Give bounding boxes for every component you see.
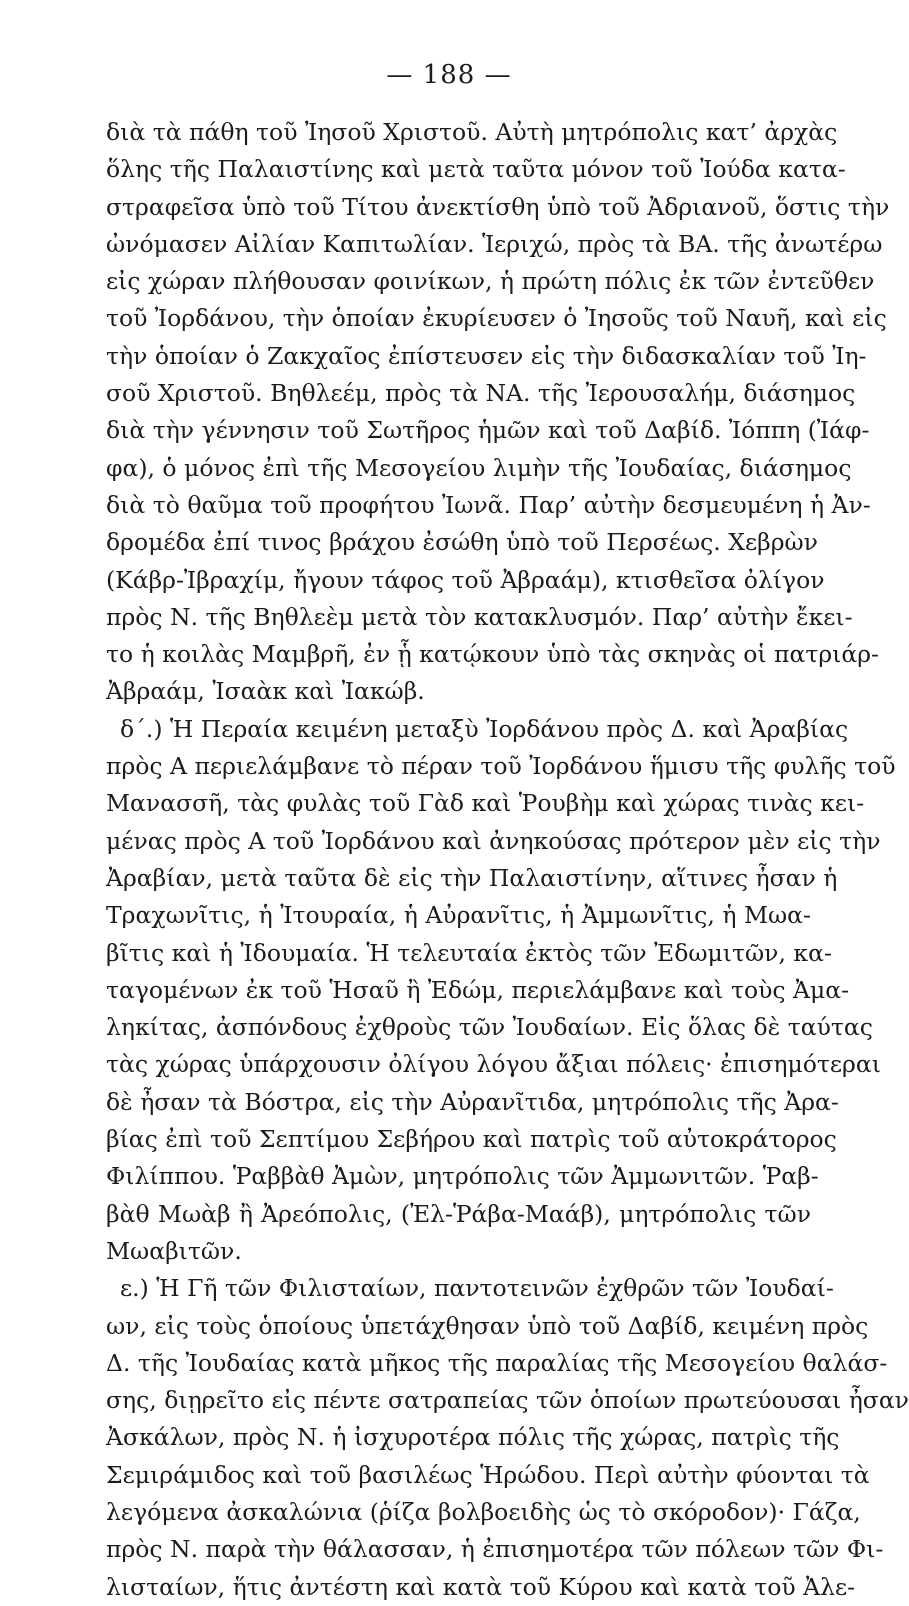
- text-line: ληκίτας, ἀσπόνδους ἐχθροὺς τῶν Ἰουδαίων. Εἰς ὅλας δὲ ταύτας: [106, 1013, 873, 1042]
- text-line: δὲ ἦσαν τὰ Βόστρα, εἰς τὴν Αὐρανῖτιδα, μητρόπολις τῆς Ἀρα-: [106, 1087, 839, 1116]
- text-line: φα), ὁ μόνος ἐπὶ τῆς Μεσογείου λιμὴν τῆς Ἰουδαίας, διάσημος: [106, 453, 852, 482]
- text-line: δρομέδα ἐπί τινος βράχου ἐσώθη ὑπὸ τοῦ Περσέως. Χεβρὼν: [106, 528, 818, 557]
- text-line: διὰ τὸ θαῦμα τοῦ προφήτου Ἰωνᾶ. Παρ’ αὐτὴν δεσμευμένη ἡ Ἀν-: [106, 490, 871, 519]
- text-line: πρὸς Ν. τῆς Βηθλεὲμ μετὰ τὸν κατακλυσμόν. Παρ’ αὐτὴν ἔκει-: [106, 602, 853, 631]
- text-line: βὰθ Μωὰβ ἢ Ἀρεόπολις, (Ἐλ-Ῥάβα-Μαάβ), μητρόπολις τῶν: [106, 1199, 811, 1228]
- text-line: εἰς χώραν πλήθουσαν φοινίκων, ἡ πρώτη πόλις ἐκ τῶν ἐντεῦθεν: [106, 267, 875, 296]
- text-line: ων, εἰς τοὺς ὁποίους ὑπετάχθησαν ὑπὸ τοῦ Δαβίδ, κειμένη πρὸς: [106, 1311, 869, 1340]
- text-line: ε.) Ἡ Γῆ τῶν Φιλισταίων, παντοτεινῶν ἐχθρῶν τῶν Ἰουδαί-: [120, 1274, 834, 1303]
- text-line: το ἡ κοιλὰς Μαμβρῆ, ἐν ᾗ κατῴκουν ὑπὸ τὰς σκηνὰς οἱ πατριάρ-: [106, 640, 879, 669]
- text-line: στραφεῖσα ὑπὸ τοῦ Τίτου ἀνεκτίσθη ὑπὸ τοῦ Ἀδριανοῦ, ὅστις τὴν: [106, 192, 890, 221]
- text-line: Φιλίππου. Ῥαββὰθ Ἀμὼν, μητρόπολις τῶν Ἀμμωνιτῶν. Ῥαβ-: [106, 1162, 819, 1191]
- text-line: διὰ τὴν γέννησιν τοῦ Σωτῆρος ἡμῶν καὶ τοῦ Δαβίδ. Ἰόππη (Ἰάφ-: [106, 416, 870, 445]
- text-line: ταγομένων ἐκ τοῦ Ἡσαῦ ἢ Ἐδώμ, περιελάμβανε καὶ τοὺς Ἀμα-: [106, 975, 850, 1004]
- text-line: Ἀβραάμ, Ἰσαὰκ καὶ Ἰακώβ.: [106, 677, 425, 706]
- text-line: Μωαβιτῶν.: [106, 1236, 242, 1265]
- text-line: λισταίων, ἥτις ἀντέστη καὶ κατὰ τοῦ Κύρου καὶ κατὰ τοῦ Ἀλε-: [106, 1572, 856, 1601]
- text-line: Ἀσκάλων, πρὸς Ν. ἡ ἰσχυροτέρα πόλις τῆς χώρας, πατρὶς τῆς: [106, 1423, 840, 1452]
- text-line: ὅλης τῆς Παλαιστίνης καὶ μετὰ ταῦτα μόνον τοῦ Ἰούδα κατα-: [106, 155, 846, 184]
- text-line: βῖτις καὶ ἡ Ἰδουμαία. Ἡ τελευταία ἐκτὸς τῶν Ἐδωμιτῶν, κα-: [106, 938, 832, 967]
- text-line: τὴν ὁποίαν ὁ Ζακχαῖος ἐπίστευσεν εἰς τὴν διδασκαλίαν τοῦ Ἰη-: [106, 341, 867, 370]
- text-line: διὰ τὰ πάθη τοῦ Ἰησοῦ Χριστοῦ. Αὐτὴ μητρόπολις κατ’ ἀρχὰς: [106, 118, 838, 146]
- text-line: πρὸς Α περιελάμβανε τὸ πέραν τοῦ Ἰορδάνου ἥμισυ τῆς φυλῆς τοῦ: [106, 752, 896, 781]
- text-line: ὠνόμασεν Αἰλίαν Καπιτωλίαν. Ἱεριχώ, πρὸς τὰ ΒΑ. τῆς ἀνωτέρω: [106, 229, 883, 258]
- text-line: βίας ἐπὶ τοῦ Σεπτίμου Σεβήρου καὶ πατρὶς τοῦ αὐτοκράτορος: [106, 1125, 837, 1154]
- text-line: Μανασσῆ, τὰς φυλὰς τοῦ Γὰδ καὶ Ῥουβὴμ καὶ χώρας τινὰς κει-: [106, 789, 865, 818]
- text-line: λεγόμενα ἀσκαλώνια (ῥίζα βολβοειδὴς ὡς τὸ σκόροδον)· Γάζα,: [106, 1497, 861, 1526]
- text-line: Τραχωνῖτις, ἡ Ἰτουραία, ἡ Αὐρανῖτις, ἡ Ἀμμωνῖτις, ἡ Μωα-: [106, 901, 811, 930]
- text-line: πρὸς Ν. παρὰ τὴν θάλασσαν, ἡ ἐπισημοτέρα τῶν πόλεων τῶν Φι-: [106, 1535, 884, 1564]
- text-line: σης, διῃρεῖτο εἰς πέντε σατραπείας τῶν ὁποίων πρωτεύουσαι ἦσαν: [106, 1386, 909, 1415]
- page-number: — 188 —: [386, 60, 512, 90]
- text-line: σοῦ Χριστοῦ. Βηθλεέμ, πρὸς τὰ ΝΑ. τῆς Ἰερουσαλήμ, διάσημος: [106, 379, 856, 408]
- text-line: τὰς χώρας ὑπάρχουσιν ὀλίγου λόγου ἄξιαι πόλεις· ἐπισημότεραι: [106, 1050, 881, 1079]
- text-line: Ἀραβίαν, μετὰ ταῦτα δὲ εἰς τὴν Παλαιστίνην, αἵτινες ἦσαν ἡ: [106, 863, 838, 892]
- text-line: τοῦ Ἰορδάνου, τὴν ὁποίαν ἐκυρίευσεν ὁ Ἰησοῦς τοῦ Ναυῆ, καὶ εἰς: [106, 304, 887, 333]
- text-line: μένας πρὸς Α τοῦ Ἰορδάνου καὶ ἀνηκούσας πρότερον μὲν εἰς τὴν: [106, 826, 881, 855]
- text-line: Σεμιράμιδος καὶ τοῦ βασιλέως Ἡρώδου. Περὶ αὐτὴν φύονται τὰ: [106, 1460, 870, 1489]
- text-line: (Κάβρ-Ἰβραχίμ, ἤγουν τάφος τοῦ Ἀβραάμ), κτισθεῖσα ὀλίγον: [106, 565, 825, 594]
- body-text: [106, 114, 909, 1606]
- text-line: δ΄.) Ἡ Περαία κειμένη μεταξὺ Ἰορδάνου πρὸς Δ. καὶ Ἀραβίας: [120, 714, 849, 743]
- text-line: Δ. τῆς Ἰουδαίας κατὰ μῆκος τῆς παραλίας τῆς Μεσογείου θαλάσ-: [106, 1348, 888, 1377]
